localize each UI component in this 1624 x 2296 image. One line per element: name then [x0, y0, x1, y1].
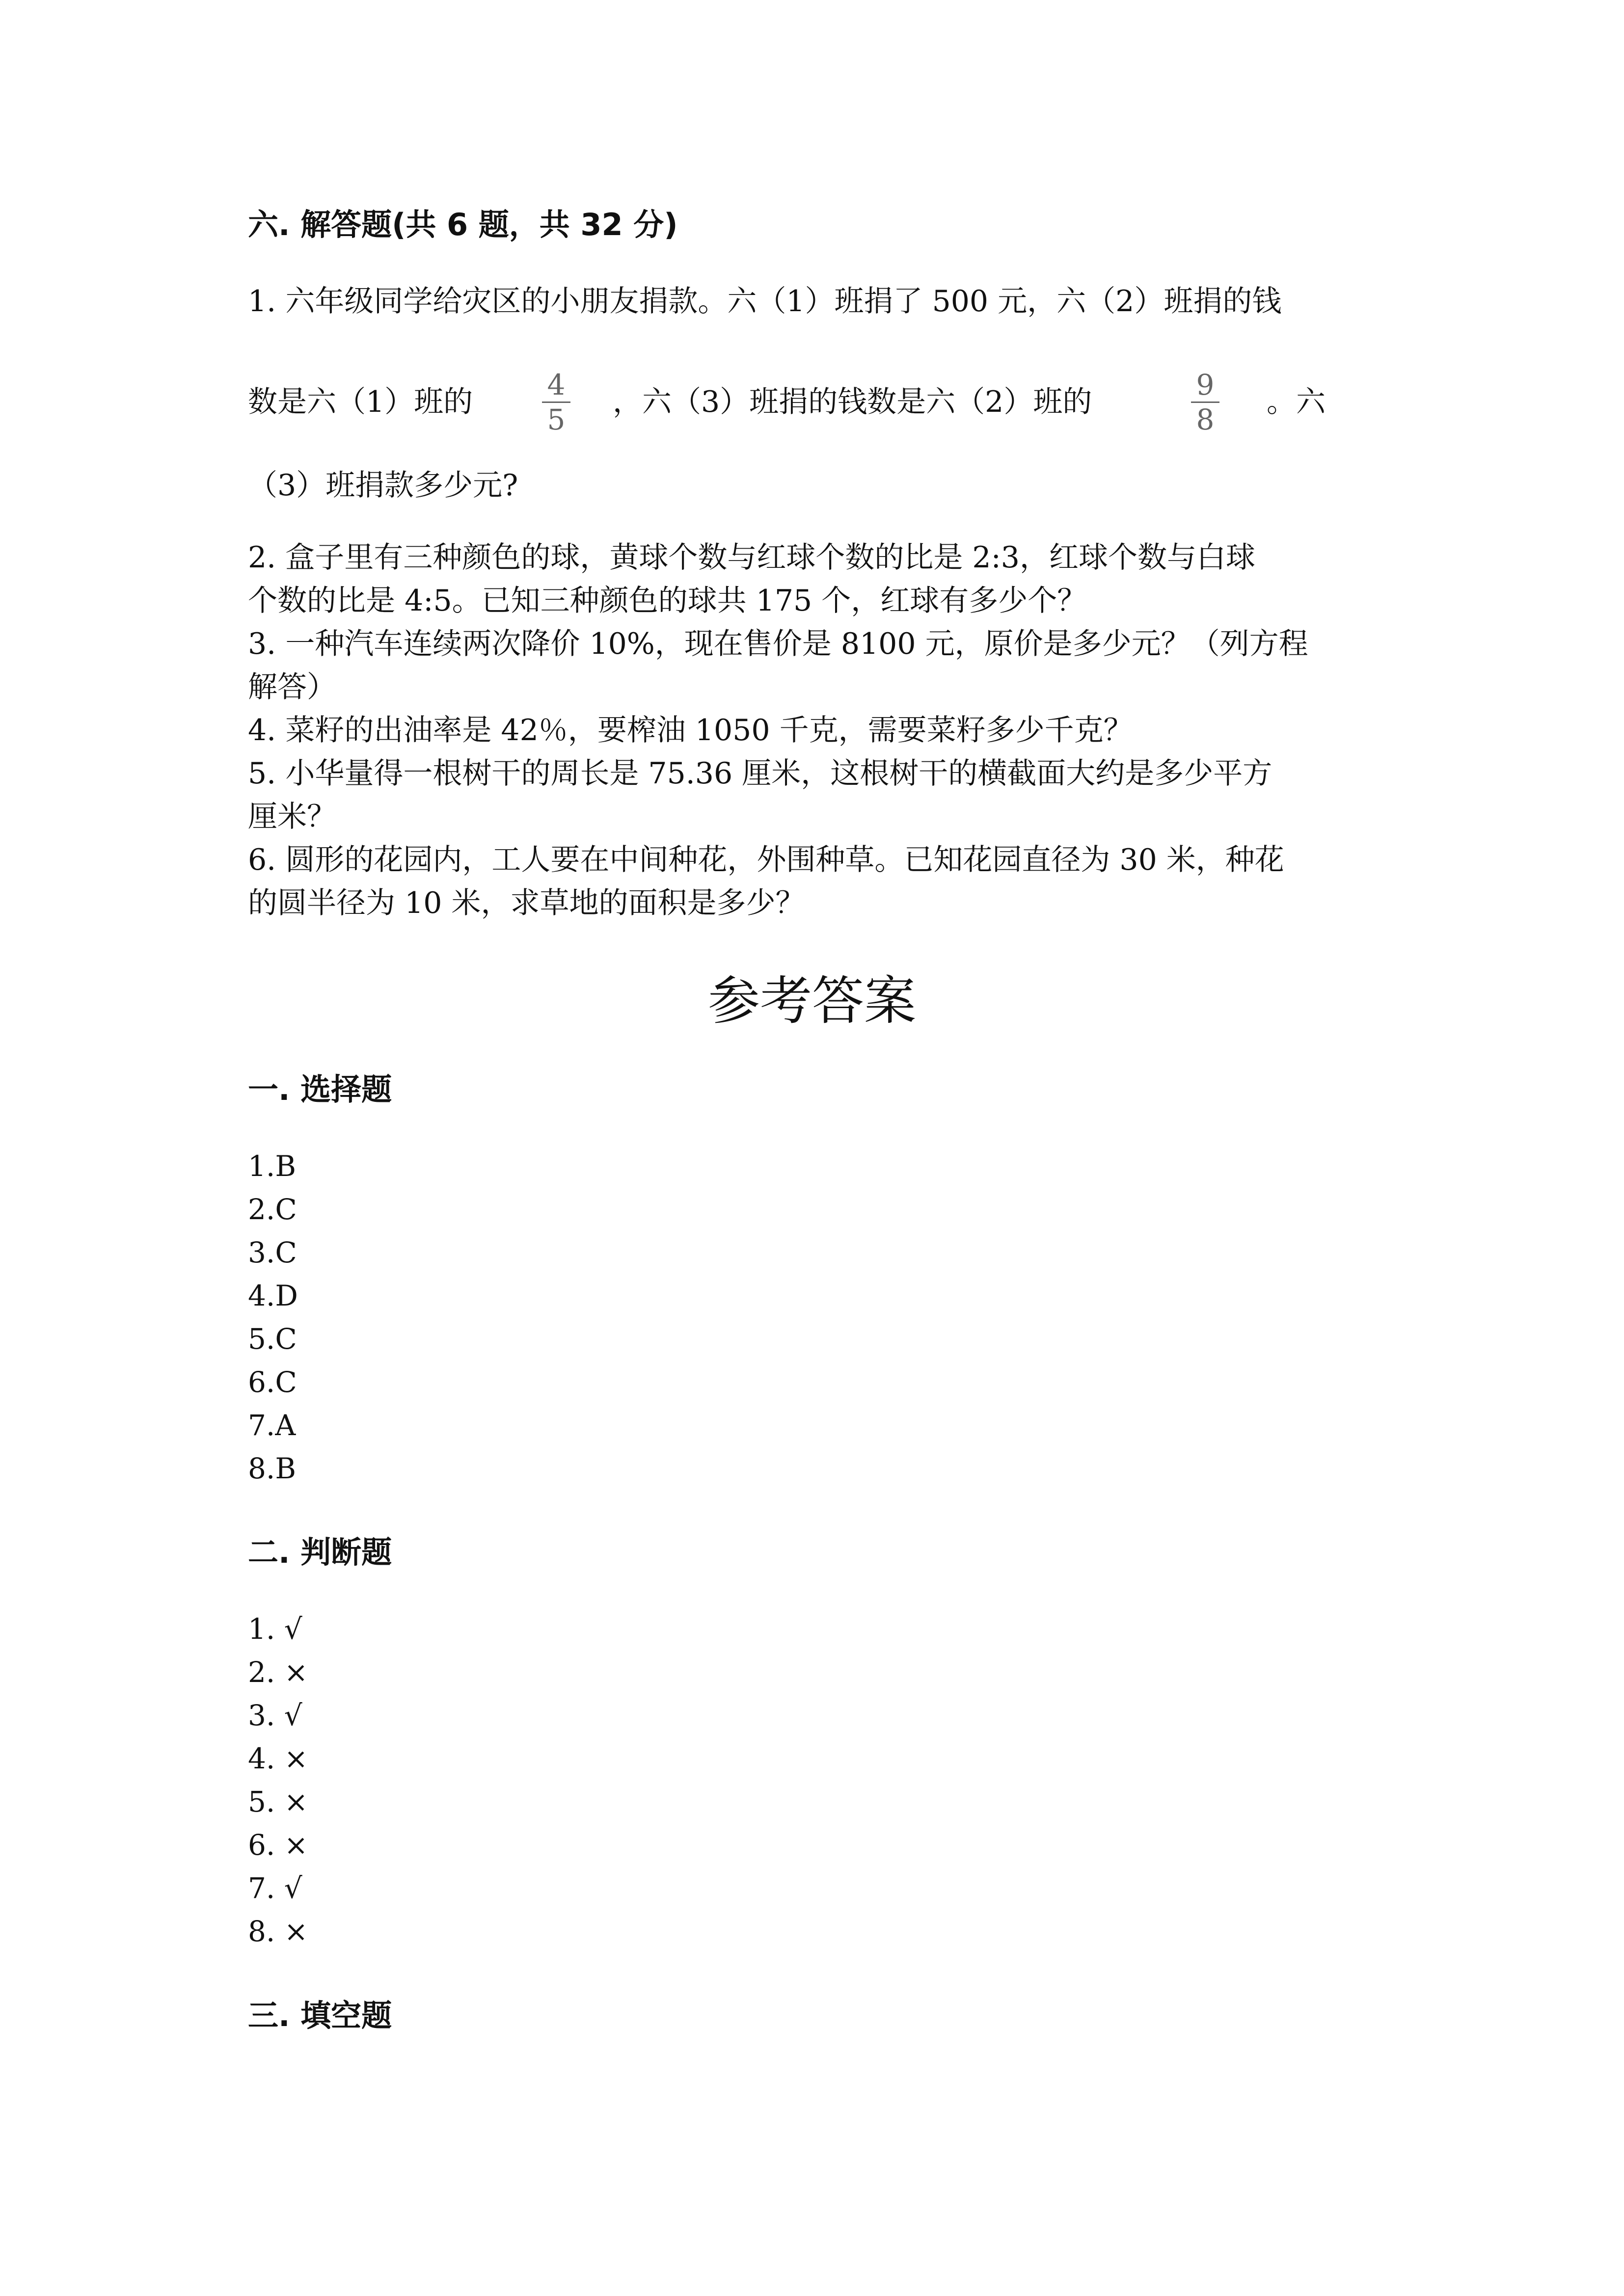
answer-item: 7.A — [248, 1409, 296, 1442]
answer-item: 2. × — [248, 1655, 308, 1689]
answer-item: 4. × — [248, 1742, 308, 1775]
question-3-line-2: 解答） — [248, 670, 336, 704]
answers-title: 参考答案 — [708, 971, 916, 1031]
question-5-line-1: 5. 小华量得一根树干的周长是 75.36 厘米，这根树干的横截面大约是多少平方 — [248, 756, 1272, 791]
answer-item: 8. × — [248, 1915, 308, 1948]
answers-heading-judgement: 二. 判断题 — [248, 1534, 392, 1570]
question-5-line-2: 厘米？ — [248, 800, 336, 834]
answers-heading-fill-blank: 三. 填空题 — [248, 1998, 392, 2033]
question-6-line-2: 的圆半径为 10 米，求草地的面积是多少？ — [248, 886, 805, 920]
question-4: 4. 菜籽的出油率是 42％，要榨油 1050 千克，需要菜籽多少千克？ — [248, 713, 1133, 748]
answer-item: 7. √ — [248, 1871, 302, 1905]
question-1-line-2a: 数是六（1）班的 — [248, 385, 473, 419]
answer-item: 1. √ — [248, 1612, 302, 1646]
question-1-line-1: 1. 六年级同学给灾区的小朋友捐款。六（1）班捐了 500 元，六（2）班捐的钱 — [248, 284, 1282, 319]
question-1-line-3: （3）班捐款多少元? — [248, 468, 518, 503]
fraction-numerator: 4 — [547, 368, 566, 401]
question-6-line-1: 6. 圆形的花园内，工人要在中间种花，外围种草。已知花园直径为 30 米，种花 — [248, 843, 1284, 877]
fraction-denominator: 8 — [1196, 403, 1215, 436]
answer-item: 1.B — [248, 1149, 296, 1183]
answer-item: 2.C — [248, 1193, 297, 1226]
answer-item: 5.C — [248, 1322, 297, 1356]
answer-item: 6.C — [248, 1365, 297, 1399]
answer-item: 6. × — [248, 1828, 308, 1862]
answer-item: 5. × — [248, 1785, 308, 1818]
fraction-nine-eighths — [1188, 369, 1222, 435]
question-2-line-2: 个数的比是 4:5。已知三种颜色的球共 175 个，红球有多少个？ — [248, 584, 1087, 618]
answers-heading-choice: 一. 选择题 — [248, 1071, 392, 1107]
answer-item: 3. √ — [248, 1699, 302, 1732]
question-1-line-2b: ，六（3）班捐的钱数是六（2）班的 — [613, 385, 1092, 419]
fraction-numerator: 9 — [1196, 368, 1215, 401]
fraction-denominator: 5 — [547, 403, 566, 436]
answer-item: 4.D — [248, 1279, 298, 1312]
section-heading-solve: 六. 解答题(共 6 题，共 32 分) — [248, 207, 678, 242]
fraction-four-fifths — [539, 369, 573, 435]
answer-item: 3.C — [248, 1236, 297, 1269]
answer-item: 8.B — [248, 1452, 296, 1485]
question-3-line-1: 3. 一种汽车连续两次降价 10%，现在售价是 8100 元，原价是多少元？（列方程 — [248, 627, 1308, 661]
question-1-line-2c: 。六 — [1267, 385, 1326, 419]
question-2-line-1: 2. 盒子里有三种颜色的球，黄球个数与红球个数的比是 2:3，红球个数与白球 — [248, 540, 1255, 575]
